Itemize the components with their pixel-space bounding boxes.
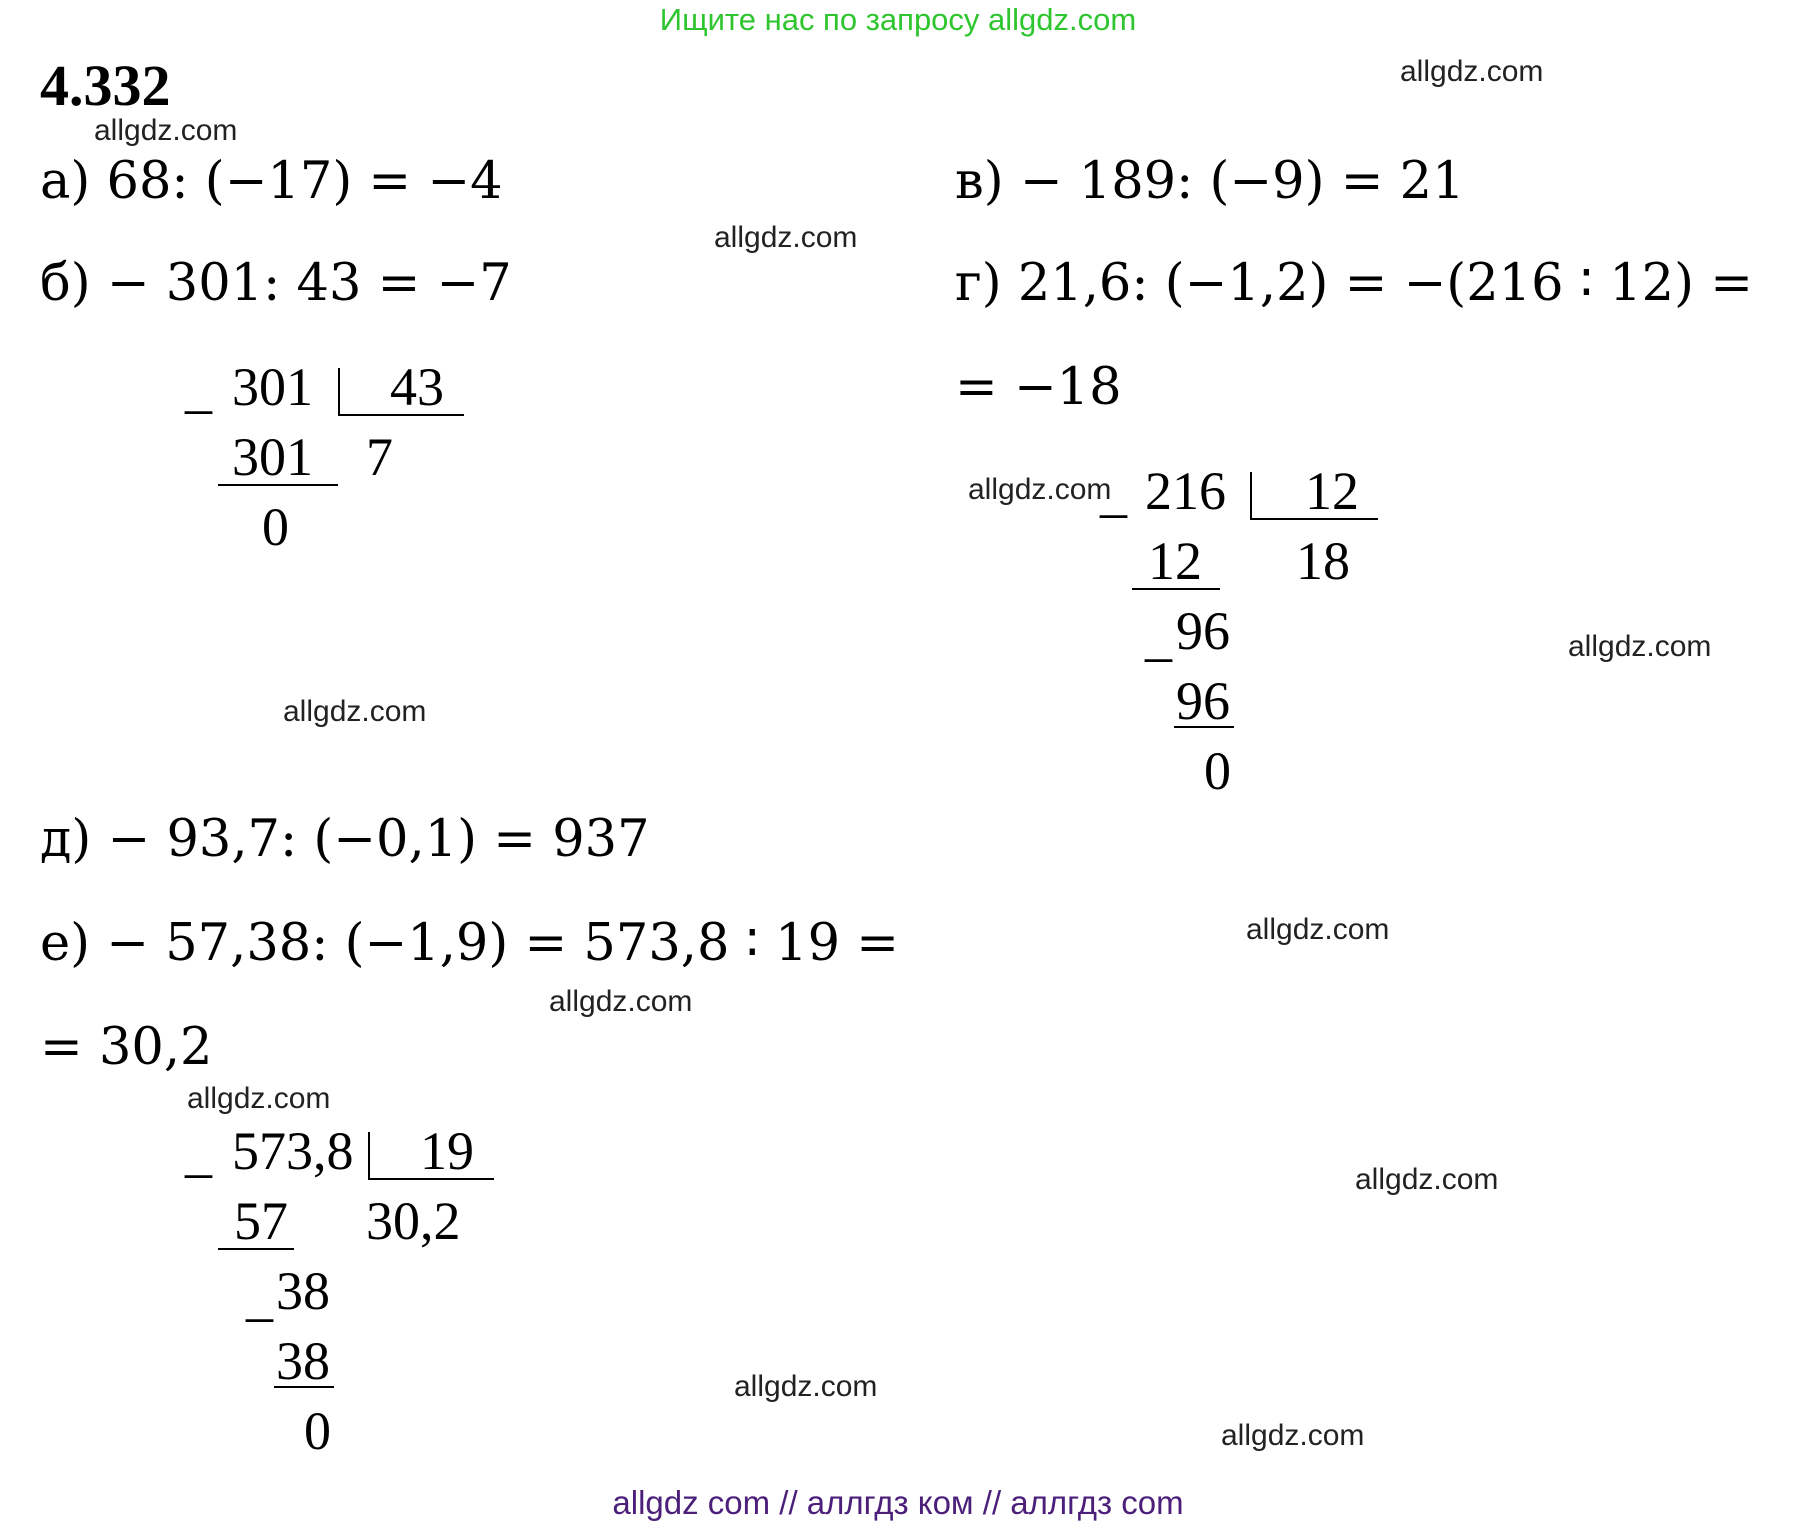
equation-d: д) − 93,7: (−0,1) = 937: [40, 810, 650, 869]
subtrahend: 38: [276, 1331, 330, 1391]
subtrahend-underline: [1132, 588, 1220, 590]
equation-e-line2: = 30,2: [40, 1018, 213, 1077]
equation-g-line2: = −18: [955, 358, 1122, 417]
watermark: allgdz.com: [187, 1082, 331, 1115]
divisor: 12: [1305, 461, 1359, 521]
division-bar: [368, 1132, 370, 1180]
subtrahend: 57: [234, 1191, 288, 1251]
divisor-underline: [368, 1178, 494, 1180]
watermark: allgdz.com: [1246, 913, 1390, 946]
exercise-number: 4.332: [40, 53, 171, 118]
subtrahend-underline: [1174, 726, 1234, 728]
subtrahend: 96: [1176, 671, 1230, 731]
dividend: 573,8: [232, 1121, 354, 1181]
divisor: 19: [420, 1121, 474, 1181]
watermark: allgdz.com: [1568, 630, 1712, 663]
subtrahend-underline: [274, 1386, 334, 1388]
subtrahend-underline: [218, 484, 338, 486]
dividend: 216: [1145, 461, 1226, 521]
equation-b: б) − 301: 43 = −7: [40, 254, 512, 313]
watermark: allgdz.com: [1221, 1419, 1365, 1452]
minus-sign: _: [185, 1123, 212, 1183]
watermark: allgdz.com: [94, 114, 238, 147]
quotient: 18: [1296, 531, 1350, 591]
watermark: allgdz.com: [549, 985, 693, 1018]
minus-sign: _: [246, 1267, 273, 1327]
remainder: 0: [304, 1401, 331, 1461]
remainder: 0: [1204, 741, 1231, 801]
equation-g-line1: г) 21,6: (−1,2) = −(216 ∶ 12) =: [955, 254, 1753, 313]
footer-links[interactable]: allgdz com // аллгдз ком // аллгдз com: [612, 1484, 1184, 1521]
watermark: allgdz.com: [734, 1370, 878, 1403]
dividend: 301: [232, 357, 313, 417]
equation-a: а) 68: (−17) = −4: [40, 152, 503, 211]
quotient: 7: [366, 427, 393, 487]
watermark: allgdz.com: [283, 695, 427, 728]
subtrahend: 301: [232, 427, 313, 487]
subtrahend: 12: [1148, 531, 1202, 591]
minus-sign: _: [1145, 607, 1172, 667]
divisor: 43: [390, 357, 444, 417]
minus-sign: _: [1100, 463, 1127, 523]
watermark: allgdz.com: [1400, 55, 1544, 88]
watermark: allgdz.com: [968, 473, 1112, 506]
partial-dividend: 38: [276, 1261, 330, 1321]
watermark: allgdz.com: [714, 221, 858, 254]
quotient: 30,2: [366, 1191, 461, 1251]
watermark: allgdz.com: [1355, 1163, 1499, 1196]
divisor-underline: [1250, 518, 1378, 520]
equation-e-line1: е) − 57,38: (−1,9) = 573,8 ∶ 19 =: [40, 914, 899, 973]
partial-dividend: 96: [1176, 601, 1230, 661]
equation-v: в) − 189: (−9) = 21: [955, 152, 1465, 211]
top-banner[interactable]: Ищите нас по запросу allgdz.com: [659, 2, 1137, 37]
remainder: 0: [262, 497, 289, 557]
minus-sign: _: [185, 359, 212, 419]
subtrahend-underline: [218, 1248, 294, 1250]
division-bar: [1250, 472, 1252, 520]
divisor-underline: [338, 414, 464, 416]
division-bar: [338, 368, 340, 416]
